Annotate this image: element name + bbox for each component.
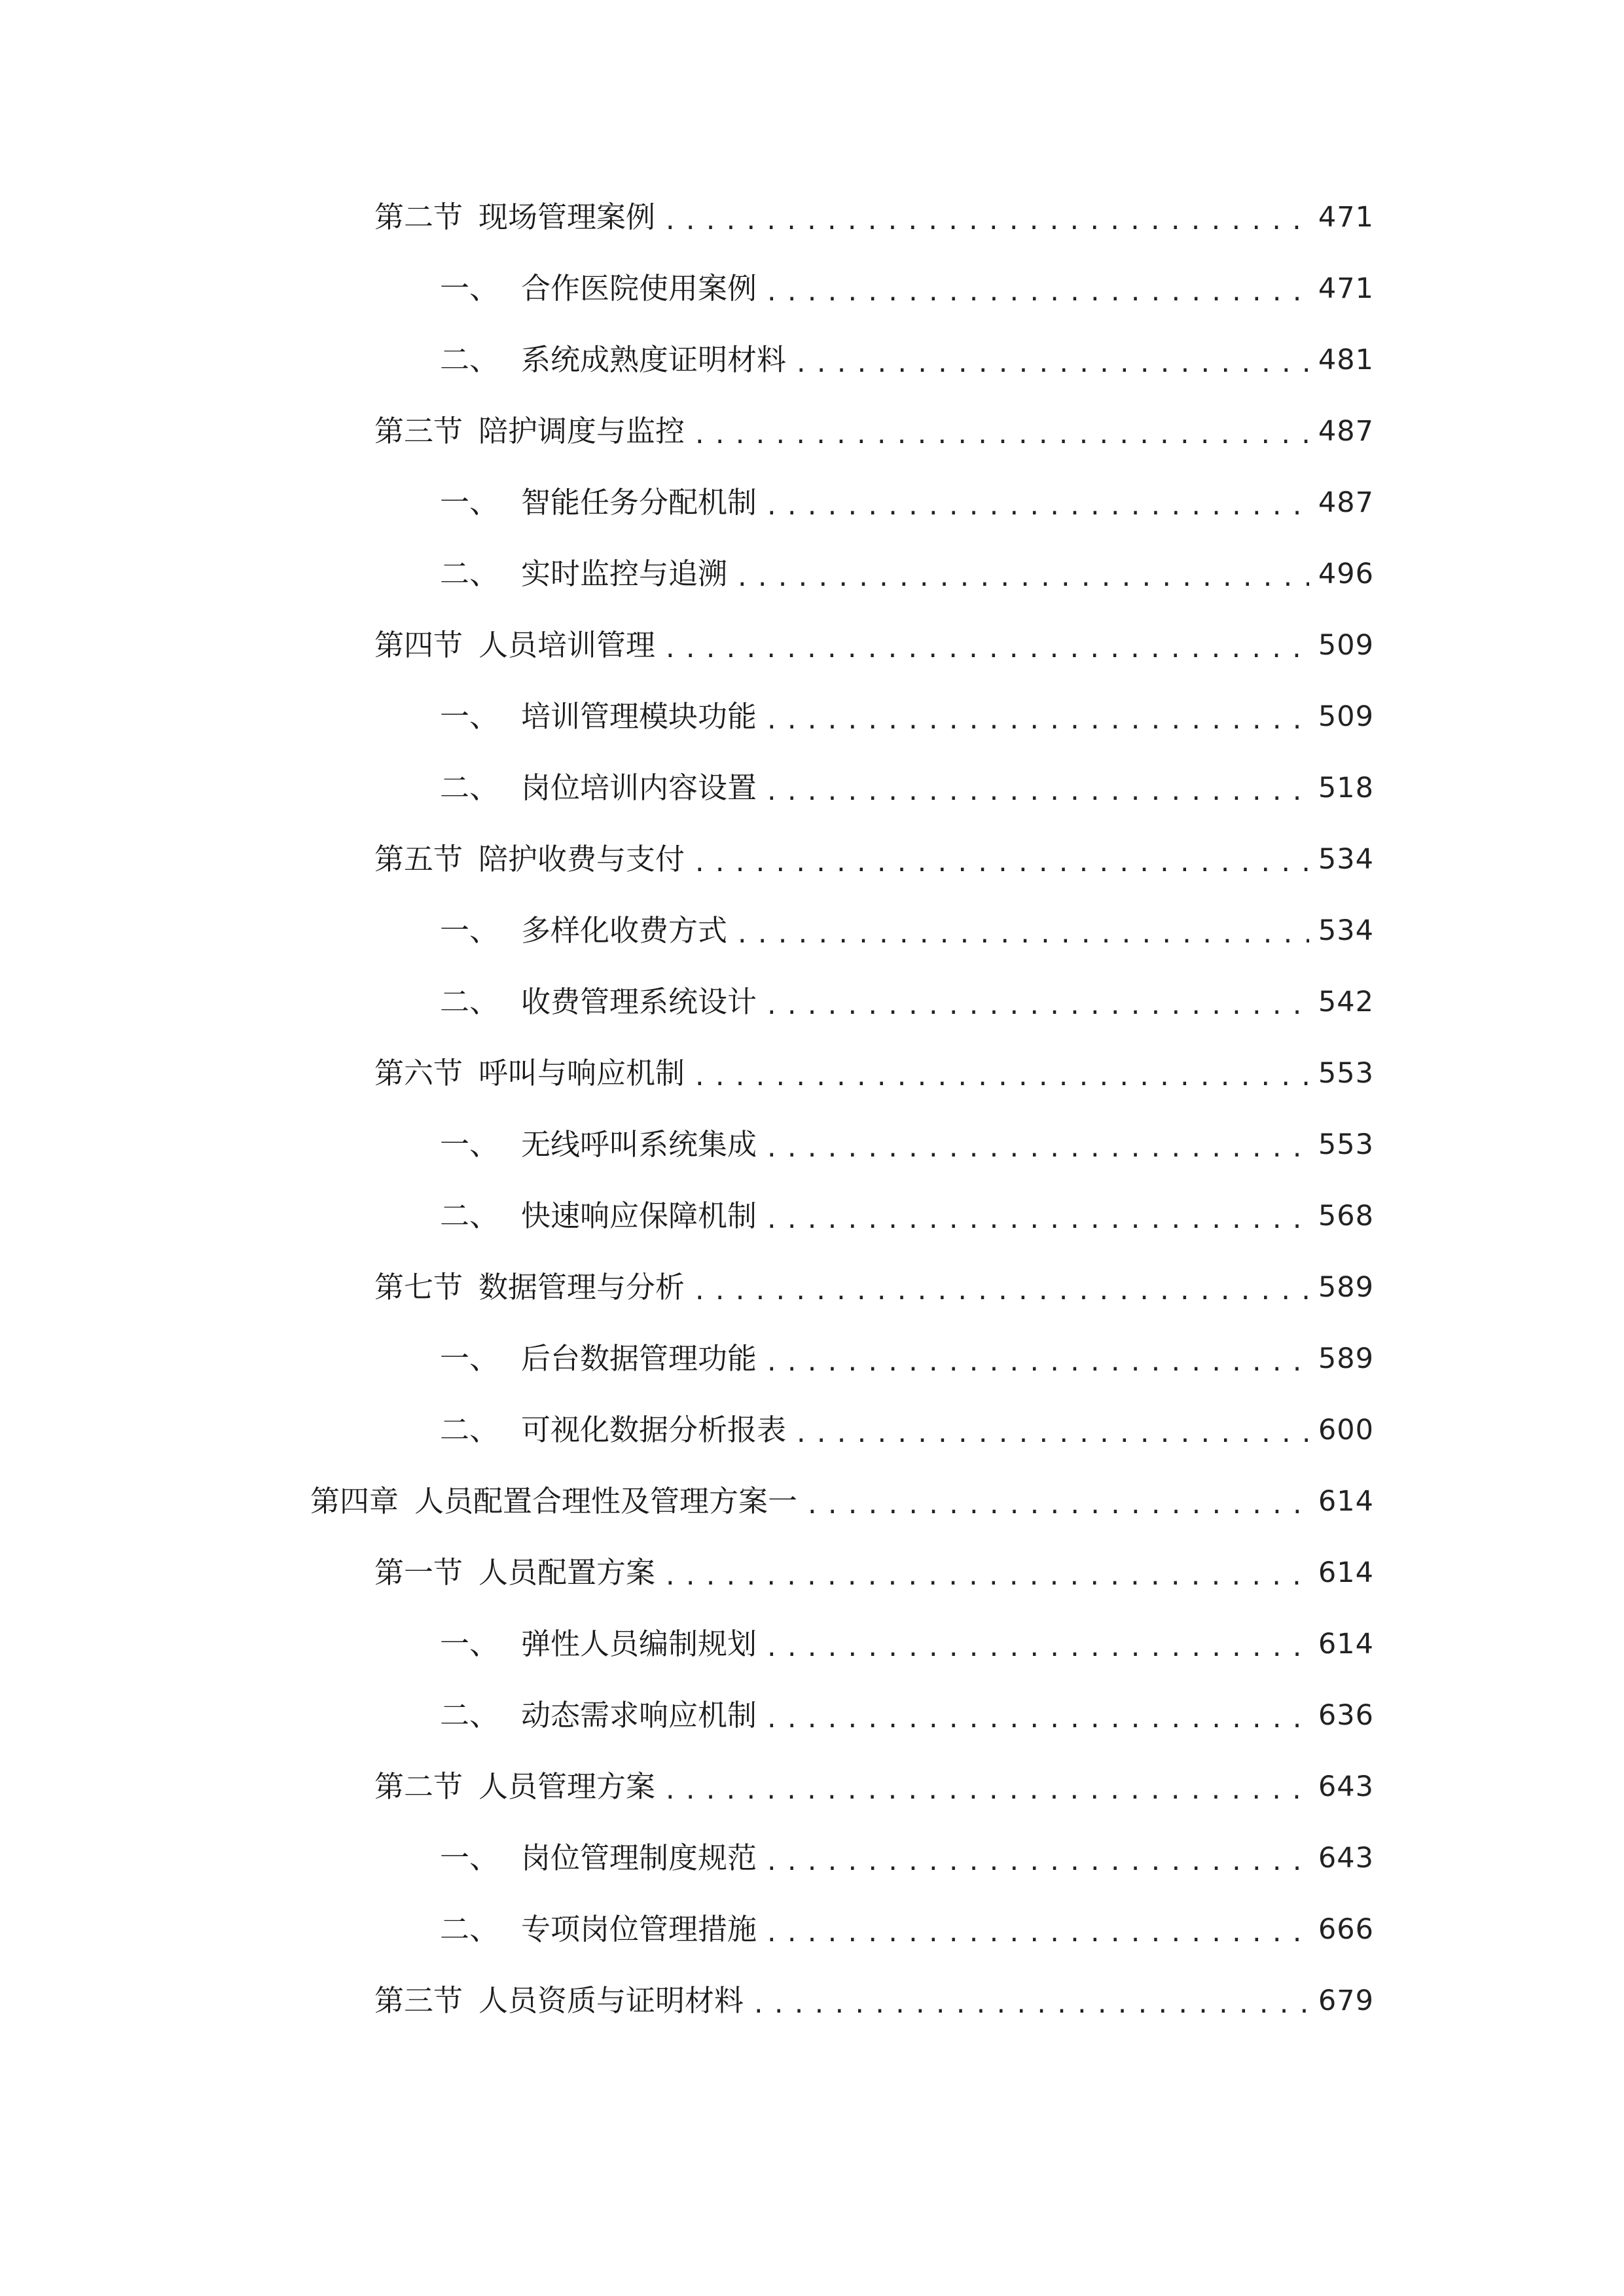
toc-dot-leader	[663, 1550, 1309, 1596]
toc-entry-prefix: 一、	[440, 271, 499, 306]
toc-entry-title: 人员配置方案	[478, 1555, 656, 1590]
toc-entry[interactable]	[440, 1621, 1374, 1667]
toc-entry-title: 人员资质与证明材料	[478, 1983, 744, 2018]
toc-entry-page: 589	[1318, 1342, 1374, 1375]
toc-entry-title: 人员培训管理	[478, 628, 656, 662]
toc-entry-prefix: 二、	[440, 1912, 499, 1946]
toc-entry-prefix: 一、	[440, 913, 499, 948]
toc-entry-title: 培训管理模块功能	[521, 699, 757, 734]
toc-entry-title: 陪护调度与监控	[478, 414, 685, 448]
toc-entry-title: 人员管理方案	[478, 1769, 656, 1804]
toc-entry-page: 534	[1318, 843, 1374, 876]
toc-dot-leader	[794, 337, 1309, 383]
toc-entry[interactable]	[440, 1907, 1374, 1952]
toc-entry-page: 487	[1318, 486, 1374, 519]
toc-entry[interactable]	[440, 337, 1374, 383]
toc-entry[interactable]	[374, 836, 1374, 882]
toc-dot-leader	[693, 836, 1309, 882]
toc-dot-leader	[663, 194, 1309, 240]
toc-entry[interactable]	[374, 1550, 1374, 1596]
toc-entry[interactable]	[440, 1835, 1374, 1881]
toc-entry-prefix: 二、	[440, 1698, 499, 1732]
toc-dot-leader	[765, 1835, 1309, 1881]
toc-entry-page: 471	[1318, 272, 1374, 305]
toc-entry-title: 多样化收费方式	[521, 913, 728, 948]
toc-dot-leader	[765, 480, 1309, 526]
toc-dot-leader	[765, 1336, 1309, 1382]
toc-dot-leader	[663, 1764, 1309, 1810]
toc-entry-page: 643	[1318, 1770, 1374, 1803]
toc-entry-page: 614	[1318, 1485, 1374, 1518]
toc-entry-page: 679	[1318, 1984, 1374, 2017]
toc-entry-prefix: 二、	[440, 1198, 499, 1233]
toc-entry[interactable]	[440, 1693, 1374, 1738]
toc-entry-page: 666	[1318, 1913, 1374, 1946]
toc-entry-prefix: 一、	[440, 1626, 499, 1661]
toc-entry-page: 614	[1318, 1628, 1374, 1660]
toc-entry[interactable]	[440, 694, 1374, 740]
toc-entry-page: 553	[1318, 1057, 1374, 1090]
toc-entry[interactable]	[440, 1407, 1374, 1453]
toc-entry-page: 534	[1318, 914, 1374, 947]
toc-entry-prefix: 二、	[440, 556, 499, 591]
toc-entry-prefix: 第一节	[374, 1555, 463, 1590]
toc-entry-page: 589	[1318, 1271, 1374, 1304]
toc-entry-title: 实时监控与追溯	[521, 556, 728, 591]
toc-entry-prefix: 第二节	[374, 200, 463, 234]
toc-dot-leader	[765, 765, 1309, 811]
toc-entry-prefix: 二、	[440, 1412, 499, 1447]
toc-dot-leader	[693, 1050, 1309, 1096]
toc-entry[interactable]	[440, 765, 1374, 811]
toc-entry-page: 643	[1318, 1842, 1374, 1874]
toc-entry-page: 481	[1318, 344, 1374, 376]
toc-entry-title: 收费管理系统设计	[521, 984, 757, 1019]
toc-entry-title: 无线呼叫系统集成	[521, 1127, 757, 1162]
toc-entry-title: 数据管理与分析	[478, 1270, 685, 1304]
toc-entry-prefix: 一、	[440, 1840, 499, 1875]
toc-entry-page: 487	[1318, 415, 1374, 448]
toc-entry-page: 636	[1318, 1699, 1374, 1732]
toc-entry-title: 现场管理案例	[478, 200, 656, 234]
toc-entry-title: 系统成熟度证明材料	[521, 342, 787, 377]
toc-entry-title: 合作医院使用案例	[521, 271, 757, 306]
toc-entry-prefix: 第七节	[374, 1270, 463, 1304]
toc-dot-leader	[735, 551, 1309, 597]
toc-entry[interactable]	[374, 1050, 1374, 1096]
toc-entry-prefix: 第三节	[374, 1983, 463, 2018]
toc-entry[interactable]	[440, 551, 1374, 597]
toc-entry-prefix: 一、	[440, 1341, 499, 1376]
toc-dot-leader	[765, 1621, 1309, 1667]
toc-entry[interactable]	[440, 979, 1374, 1025]
toc-entry-title: 后台数据管理功能	[521, 1341, 757, 1376]
toc-entry-title: 岗位培训内容设置	[521, 770, 757, 805]
toc-entry[interactable]	[374, 1978, 1374, 2024]
toc-dot-leader	[765, 266, 1309, 312]
toc-entry[interactable]	[440, 908, 1374, 954]
toc-entry-title: 快速响应保障机制	[521, 1198, 757, 1233]
toc-entry-title: 人员配置合理性及管理方案一	[414, 1484, 798, 1518]
toc-entry-page: 496	[1318, 558, 1374, 590]
toc-entry-page: 509	[1318, 700, 1374, 733]
toc-entry-title: 可视化数据分析报表	[521, 1412, 787, 1447]
toc-dot-leader	[765, 1907, 1309, 1952]
toc-entry-page: 553	[1318, 1128, 1374, 1161]
toc-dot-leader	[794, 1407, 1309, 1453]
toc-entry[interactable]	[440, 266, 1374, 312]
toc-entry-prefix: 第五节	[374, 842, 463, 876]
toc-entry[interactable]	[374, 622, 1374, 668]
toc-entry-page: 568	[1318, 1200, 1374, 1232]
toc-entry[interactable]	[310, 1479, 1374, 1524]
toc-entry[interactable]	[440, 1193, 1374, 1239]
toc-dot-leader	[735, 908, 1309, 954]
toc-dot-leader	[765, 694, 1309, 740]
toc-entry[interactable]	[374, 1764, 1374, 1810]
toc-entry-page: 600	[1318, 1414, 1374, 1446]
toc-dot-leader	[751, 1978, 1309, 2024]
toc-dot-leader	[693, 408, 1309, 454]
toc-entry-prefix: 一、	[440, 485, 499, 520]
toc-dot-leader	[765, 1193, 1309, 1239]
toc-entry[interactable]	[440, 1336, 1374, 1382]
toc-entry-prefix: 第二节	[374, 1769, 463, 1804]
toc-entry-prefix: 第六节	[374, 1056, 463, 1090]
toc-dot-leader	[693, 1265, 1309, 1310]
toc-entry-title: 智能任务分配机制	[521, 485, 757, 520]
toc-entry-title: 呼叫与响应机制	[478, 1056, 685, 1090]
toc-entry-prefix: 二、	[440, 984, 499, 1019]
toc-entry[interactable]	[440, 480, 1374, 526]
toc-entry-title: 动态需求响应机制	[521, 1698, 757, 1732]
toc-entry-title: 专项岗位管理措施	[521, 1912, 757, 1946]
toc-entry-prefix: 二、	[440, 770, 499, 805]
toc-entry-page: 471	[1318, 201, 1374, 234]
toc-dot-leader	[765, 979, 1309, 1025]
toc-entry[interactable]	[374, 194, 1374, 240]
toc-entry-title: 陪护收费与支付	[478, 842, 685, 876]
toc-entry[interactable]	[374, 1265, 1374, 1310]
toc-entry-prefix: 一、	[440, 1127, 499, 1162]
toc-entry-page: 542	[1318, 986, 1374, 1018]
toc-entry-prefix: 一、	[440, 699, 499, 734]
toc-dot-leader	[663, 622, 1309, 668]
toc-entry-prefix: 二、	[440, 342, 499, 377]
toc-entry-page: 614	[1318, 1556, 1374, 1589]
toc-entry[interactable]	[440, 1122, 1374, 1168]
toc-dot-leader	[765, 1122, 1309, 1168]
toc-entry-prefix: 第三节	[374, 414, 463, 448]
toc-dot-leader	[805, 1479, 1309, 1524]
toc-entry-title: 弹性人员编制规划	[521, 1626, 757, 1661]
toc-entry-title: 岗位管理制度规范	[521, 1840, 757, 1875]
toc-entry-page: 509	[1318, 629, 1374, 662]
toc-entry-page: 518	[1318, 772, 1374, 804]
toc-entry[interactable]	[374, 408, 1374, 454]
toc-entry-prefix: 第四节	[374, 628, 463, 662]
toc-entry-prefix: 第四章	[310, 1484, 399, 1518]
toc-dot-leader	[765, 1693, 1309, 1738]
